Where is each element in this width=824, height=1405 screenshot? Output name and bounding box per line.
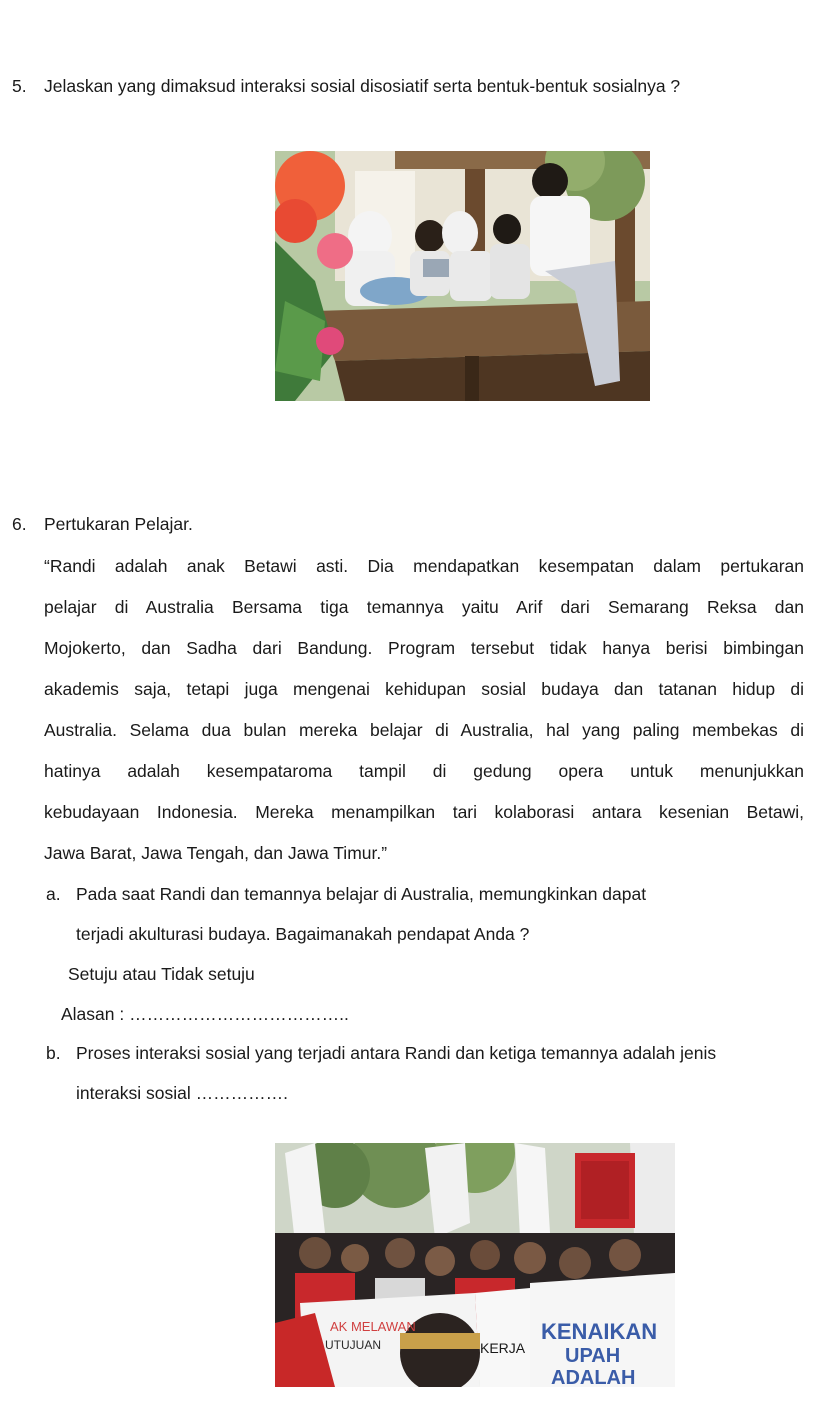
paragraph-line: Mojokerto, dan Sadha dari Bandung. Program tersebut tidak hanya berisi bimbingan	[44, 638, 804, 658]
sub-question-a-text: terjadi akulturasi budaya. Bagaimanakah pendapat Anda ?	[76, 924, 530, 944]
answer-choice: Setuju atau Tidak setuju	[68, 964, 255, 984]
sub-question-a-label: a.	[46, 884, 61, 904]
students-reading-photo	[275, 151, 650, 401]
banner-text-left: AK MELAWAN	[330, 1319, 416, 1334]
banner-text-right-3: ADALAH	[551, 1367, 636, 1387]
sub-question-a-text: Pada saat Randi dan temannya belajar di Australia, memungkinkan dapat	[76, 884, 647, 904]
sub-question-b-label: b.	[46, 1043, 61, 1063]
banner-text-right-2: UPAH	[565, 1345, 621, 1367]
paragraph-line: akademis saja, tetapi juga mengenai kehidupan sosial budaya dan tatanan hidup di	[44, 679, 804, 699]
sub-question-b-text: Proses interaksi sosial yang terjadi antara Randi dan ketiga temannya adalah jenis	[76, 1043, 717, 1063]
question-6-number: 6.	[12, 514, 27, 534]
paragraph-line: kebudayaan Indonesia. Mereka menampilkan tari kolaborasi antara kesenian Betawi,	[44, 802, 804, 822]
question-5-text: Jelaskan yang dimaksud interaksi sosial disosiatif serta bentuk-bentuk sosialnya ?	[44, 76, 681, 96]
paragraph-line: “Randi adalah anak Betawi asti. Dia mendapatkan kesempatan dalam pertukaran	[44, 556, 804, 576]
paragraph-line: pelajar di Australia Bersama tiga temannya yaitu Arif dari Semarang Reksa dan	[44, 597, 804, 617]
paragraph-line: hatinya adalah kesempataroma tampil di gedung opera untuk menunjukkan	[44, 761, 804, 781]
paragraph-line: Australia. Selama dua bulan mereka belajar di Australia, hal yang paling membekas di	[44, 720, 804, 740]
labor-protest-photo	[275, 1143, 675, 1387]
question-6-title: Pertukaran Pelajar.	[44, 514, 193, 534]
sub-question-b-text: interaksi sosial …………….	[76, 1083, 288, 1103]
question-5-number: 5.	[12, 76, 27, 96]
banner-text-left2: UTUJUAN	[325, 1338, 381, 1352]
banner-text-right-1: KENAIKAN	[541, 1319, 658, 1344]
banner-text-middle: KERJA	[480, 1340, 526, 1356]
answer-reason-blank: Alasan : ………………………………..	[61, 1004, 349, 1024]
paragraph-line: Jawa Barat, Jawa Tengah, dan Jawa Timur.”	[44, 843, 388, 863]
